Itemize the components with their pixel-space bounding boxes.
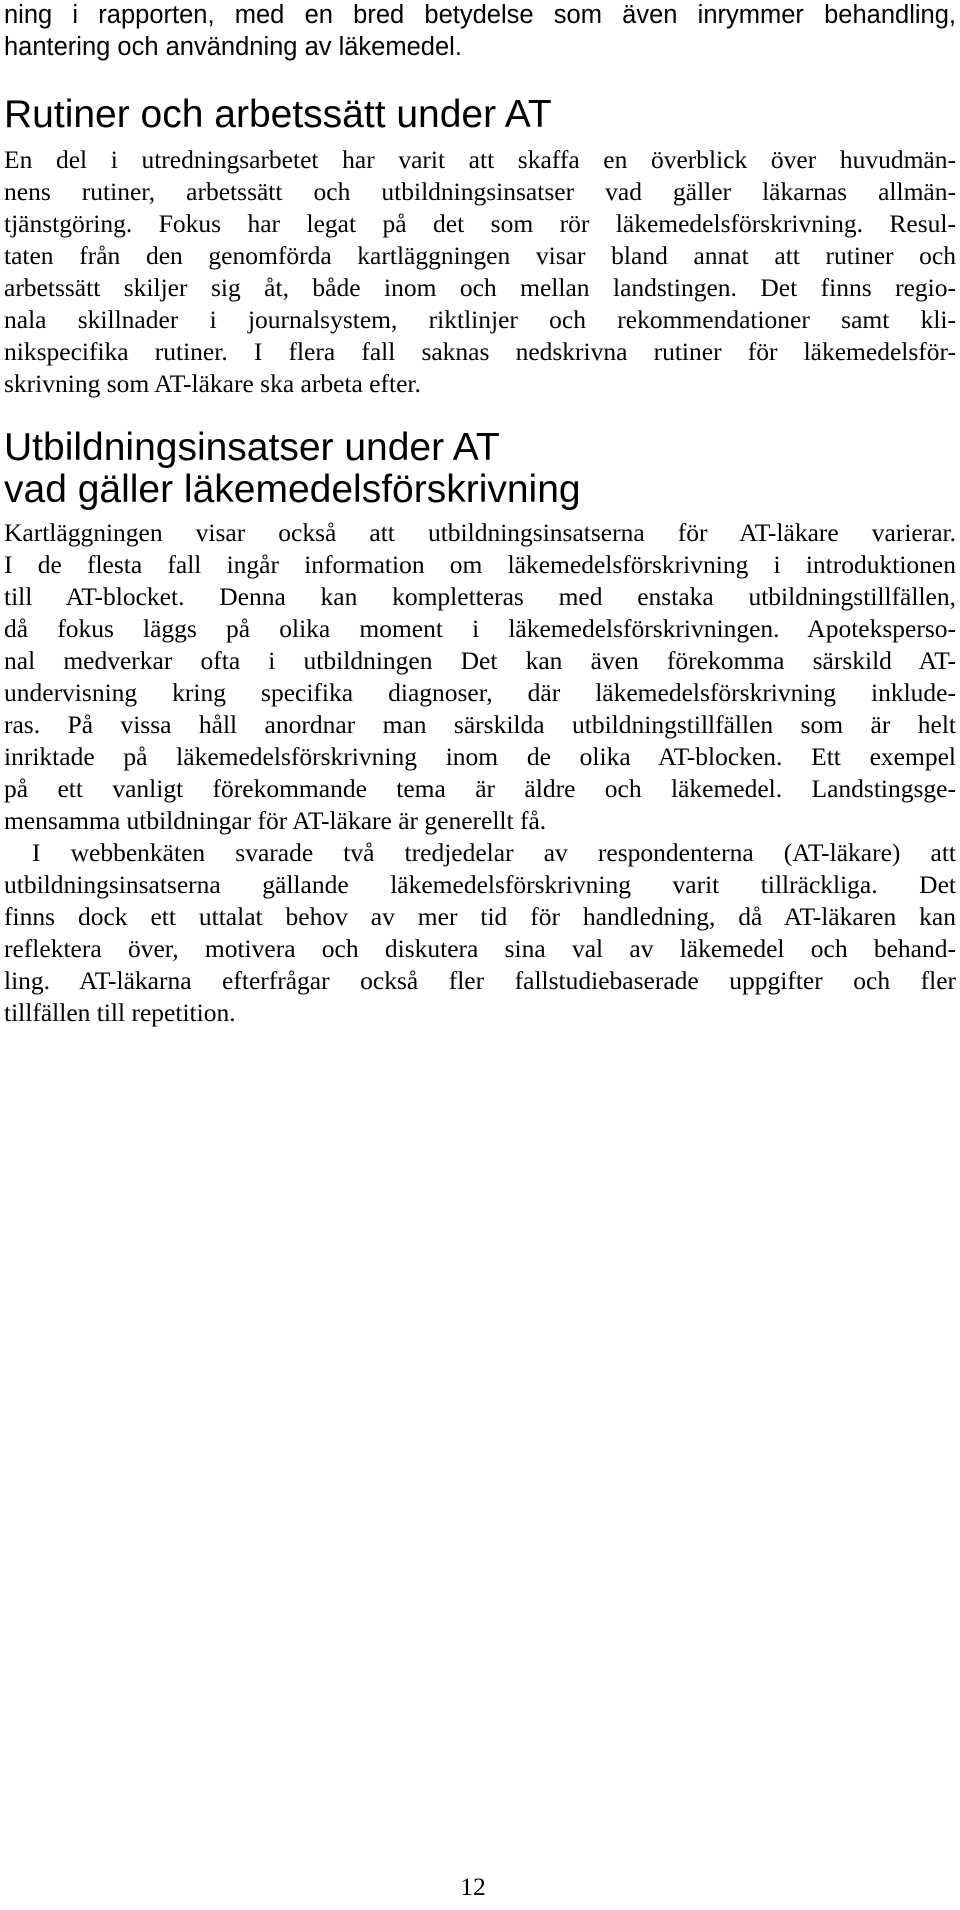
section2-p1-line-4: då fokus läggs på olika moment i läkemedelsförskrivningen. Apotekspersо-	[4, 614, 956, 643]
section2-p1-line-2: I de flesta fall ingår information om läkemedelsförskrivning i introduktionen	[4, 550, 956, 579]
section2-p1-line-5: nal medverkar ofta i utbildningen Det kan även förekomma särskild AT-	[4, 646, 956, 675]
section1-line-6: nala skillnader i journalsystem, riktlinjer och rekommendationer samt kli-	[4, 305, 956, 334]
section2-p1-line-3: till AT-blocket. Denna kan kompletteras med enstaka utbildningstillfällen,	[4, 582, 956, 611]
section2-p2-line-1: I webbenkäten svarade två tredjedelar av respondenterna (AT-läkare) att	[32, 838, 956, 867]
section1-line-3: tjänstgöring. Fokus har legat på det som rör läkemedelsförskrivning. Resul-	[4, 209, 956, 238]
section2-p2-line-5: ling. AT-läkarna efterfrågar också fler fallstudiebaserade uppgifter och fler	[4, 966, 956, 995]
section1-line-5: arbetssätt skiljer sig åt, både inom och mellan landstingen. Det finns regio-	[4, 273, 956, 302]
section2-p2-line-3: finns dock ett uttalat behov av mer tid för handledning, då AT-läkaren kan	[4, 902, 956, 931]
section1-line-1: En del i utredningsarbetet har varit att skaffa en överblick över huvudmän-	[4, 145, 956, 174]
section1-line-4: taten från den genomförda kartläggningen visar bland annat att rutiner och	[4, 241, 956, 270]
section2-p1-line-8: inriktade på läkemedelsförskrivning inom de olika AT-blocken. Ett exempel	[4, 742, 956, 771]
section1-line-8: skrivning som AT-läkare ska arbeta efter.	[4, 369, 421, 398]
section-heading-utbildning-line-2: vad gäller läkemedelsförskrivning	[4, 468, 581, 511]
section2-p1-line-6: undervisning kring specifika diagnoser, där läkemedelsförskrivning inklude-	[4, 678, 956, 707]
section2-p1-line-7: ras. På vissa håll anordnar man särskilda utbildningstillfällen som är helt	[4, 710, 956, 739]
intro-line-2: hantering och användning av läkemedel.	[4, 33, 462, 61]
section2-p1-line-10: mensamma utbildningar för AT-läkare är generellt få.	[4, 806, 547, 835]
section2-p2-line-4: reflektera över, motivera och diskutera sina val av läkemedel och behand-	[4, 934, 956, 963]
section2-p2-line-6: tillfällen till repetition.	[4, 998, 236, 1027]
section-heading-rutiner: Rutiner och arbetssätt under AT	[4, 93, 552, 136]
section1-line-2: nens rutiner, arbetssätt och utbildningsinsatser vad gäller läkarnas allmän-	[4, 177, 956, 206]
section2-p2-line-2: utbildningsinsatserna gällande läkemedelsförskrivning varit tillräckliga. Det	[4, 870, 956, 899]
section2-p1-line-9: på ett vanligt förekommande tema är äldre och läkemedel. Landstingsge-	[4, 774, 956, 803]
section1-line-7: nikspecifika rutiner. I flera fall saknas nedskrivna rutiner för läkemedelsför-	[4, 337, 956, 366]
section-heading-utbildning-line-1: Utbildningsinsatser under AT	[4, 426, 500, 469]
page-number: 12	[460, 1872, 486, 1901]
intro-line-1: ning i rapporten, med en bred betydelse som även inrymmer behandling,	[4, 1, 956, 29]
section2-p1-line-1: Kartläggningen visar också att utbildningsinsatserna för AT-läkare varierar.	[4, 518, 956, 547]
